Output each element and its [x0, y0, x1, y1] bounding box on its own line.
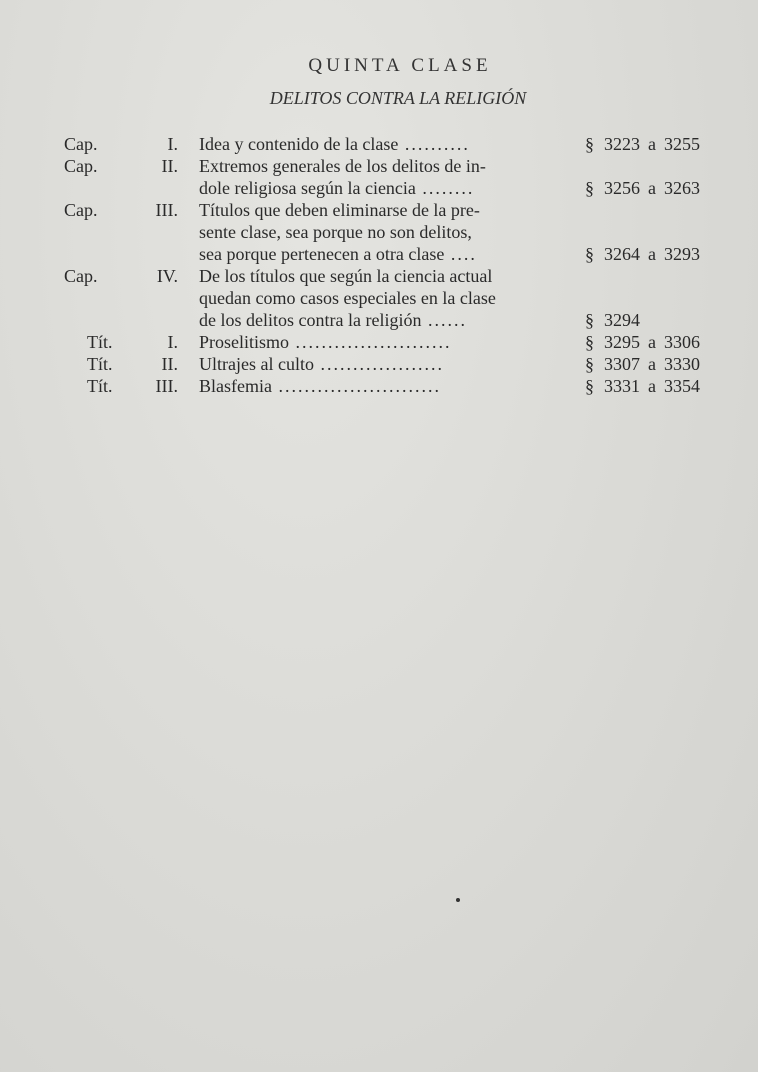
toc-entry-line	[0, 309, 758, 331]
entry-title: De los títulos que según la ciencia actual	[199, 266, 493, 286]
entry-title: dole religiosa según la ciencia ........	[199, 178, 475, 198]
leader-dots: ..........	[398, 134, 470, 154]
entry-title: Proselitismo ........................	[199, 332, 452, 352]
range-to: 3263	[664, 178, 700, 198]
range-from: 3256	[604, 178, 640, 198]
section-sign: §	[585, 376, 594, 396]
range-from: 3223	[604, 134, 640, 154]
entry-title: Blasfemia .........................	[199, 376, 441, 396]
section-sign: §	[585, 354, 594, 374]
entry-number: III.	[155, 200, 178, 220]
section-sign: §	[585, 178, 594, 198]
toc-entry-line	[0, 375, 758, 397]
range-connector: a	[648, 332, 656, 352]
section-sign: §	[585, 244, 594, 264]
entry-kind: Tít.	[87, 354, 113, 374]
entry-kind: Cap.	[64, 266, 98, 286]
print-speck	[456, 898, 460, 902]
range-from: 3295	[604, 332, 640, 352]
range-to: 3354	[664, 376, 700, 396]
paragraph-range	[585, 375, 700, 397]
range-from: 3307	[604, 354, 640, 374]
table-of-contents	[0, 133, 758, 397]
range-connector: a	[648, 134, 656, 154]
entry-number: I.	[167, 134, 178, 154]
entry-kind: Tít.	[87, 376, 113, 396]
range-to: 3293	[664, 244, 700, 264]
entry-number: II.	[161, 156, 178, 176]
toc-entry-line	[0, 243, 758, 265]
leader-dots: ...................	[313, 354, 444, 374]
entry-title: Títulos que deben eliminarse de la pre-	[199, 200, 480, 220]
leader-dots: ........................	[289, 332, 452, 352]
toc-entry-line	[0, 177, 758, 199]
class-heading: QUINTA CLASE	[308, 55, 492, 76]
paragraph-range	[585, 177, 700, 199]
entry-number: I.	[167, 332, 178, 352]
range-from: 3264	[604, 244, 640, 264]
range-connector: a	[648, 178, 656, 198]
entry-title: Extremos generales de los delitos de in-	[199, 156, 486, 176]
range-connector: a	[648, 354, 656, 374]
entry-title: de los delitos contra la religión ......	[199, 310, 467, 330]
leader-dots: .........................	[271, 376, 441, 396]
entry-number: IV.	[156, 266, 178, 286]
leader-dots: ....	[444, 244, 477, 264]
range-to: 3306	[664, 332, 700, 352]
section-sign: §	[585, 134, 594, 154]
leader-dots: ......	[421, 310, 467, 330]
toc-entry-line	[0, 265, 758, 287]
entry-title: sea porque pertenecen a otra clase ....	[199, 244, 477, 264]
paragraph-range	[585, 243, 700, 265]
entry-number: II.	[161, 354, 178, 374]
toc-entry-line	[0, 287, 758, 309]
range-to: 3255	[664, 134, 700, 154]
class-subheading: DELITOS CONTRA LA RELIGIÓN	[269, 88, 527, 108]
paragraph-range	[585, 331, 700, 353]
entry-kind: Cap.	[64, 134, 98, 154]
entry-title: Ultrajes al culto ...................	[199, 354, 444, 374]
entry-title: quedan como casos especiales en la clase	[199, 288, 496, 308]
paragraph-range	[585, 133, 700, 155]
section-sign: §	[585, 332, 594, 352]
entry-kind: Cap.	[64, 200, 98, 220]
range-to: 3330	[664, 354, 700, 374]
range-from: 3331	[604, 376, 640, 396]
entry-title: Idea y contenido de la clase ..........	[199, 134, 470, 154]
section-sign: §	[585, 310, 594, 330]
toc-entry-line	[0, 331, 758, 353]
toc-entry-line	[0, 133, 758, 155]
entry-kind: Cap.	[64, 156, 98, 176]
leader-dots: ........	[415, 178, 475, 198]
entry-title: sente clase, sea porque no son delitos,	[199, 222, 472, 242]
paragraph-range	[585, 309, 640, 331]
entry-kind: Tít.	[87, 332, 113, 352]
entry-number: III.	[155, 376, 178, 396]
toc-entry-line	[0, 353, 758, 375]
range-connector: a	[648, 244, 656, 264]
toc-entry-line	[0, 221, 758, 243]
paragraph-range	[585, 353, 700, 375]
range-connector: a	[648, 376, 656, 396]
range-from: 3294	[604, 310, 640, 330]
toc-entry-line	[0, 155, 758, 177]
toc-entry-line	[0, 199, 758, 221]
